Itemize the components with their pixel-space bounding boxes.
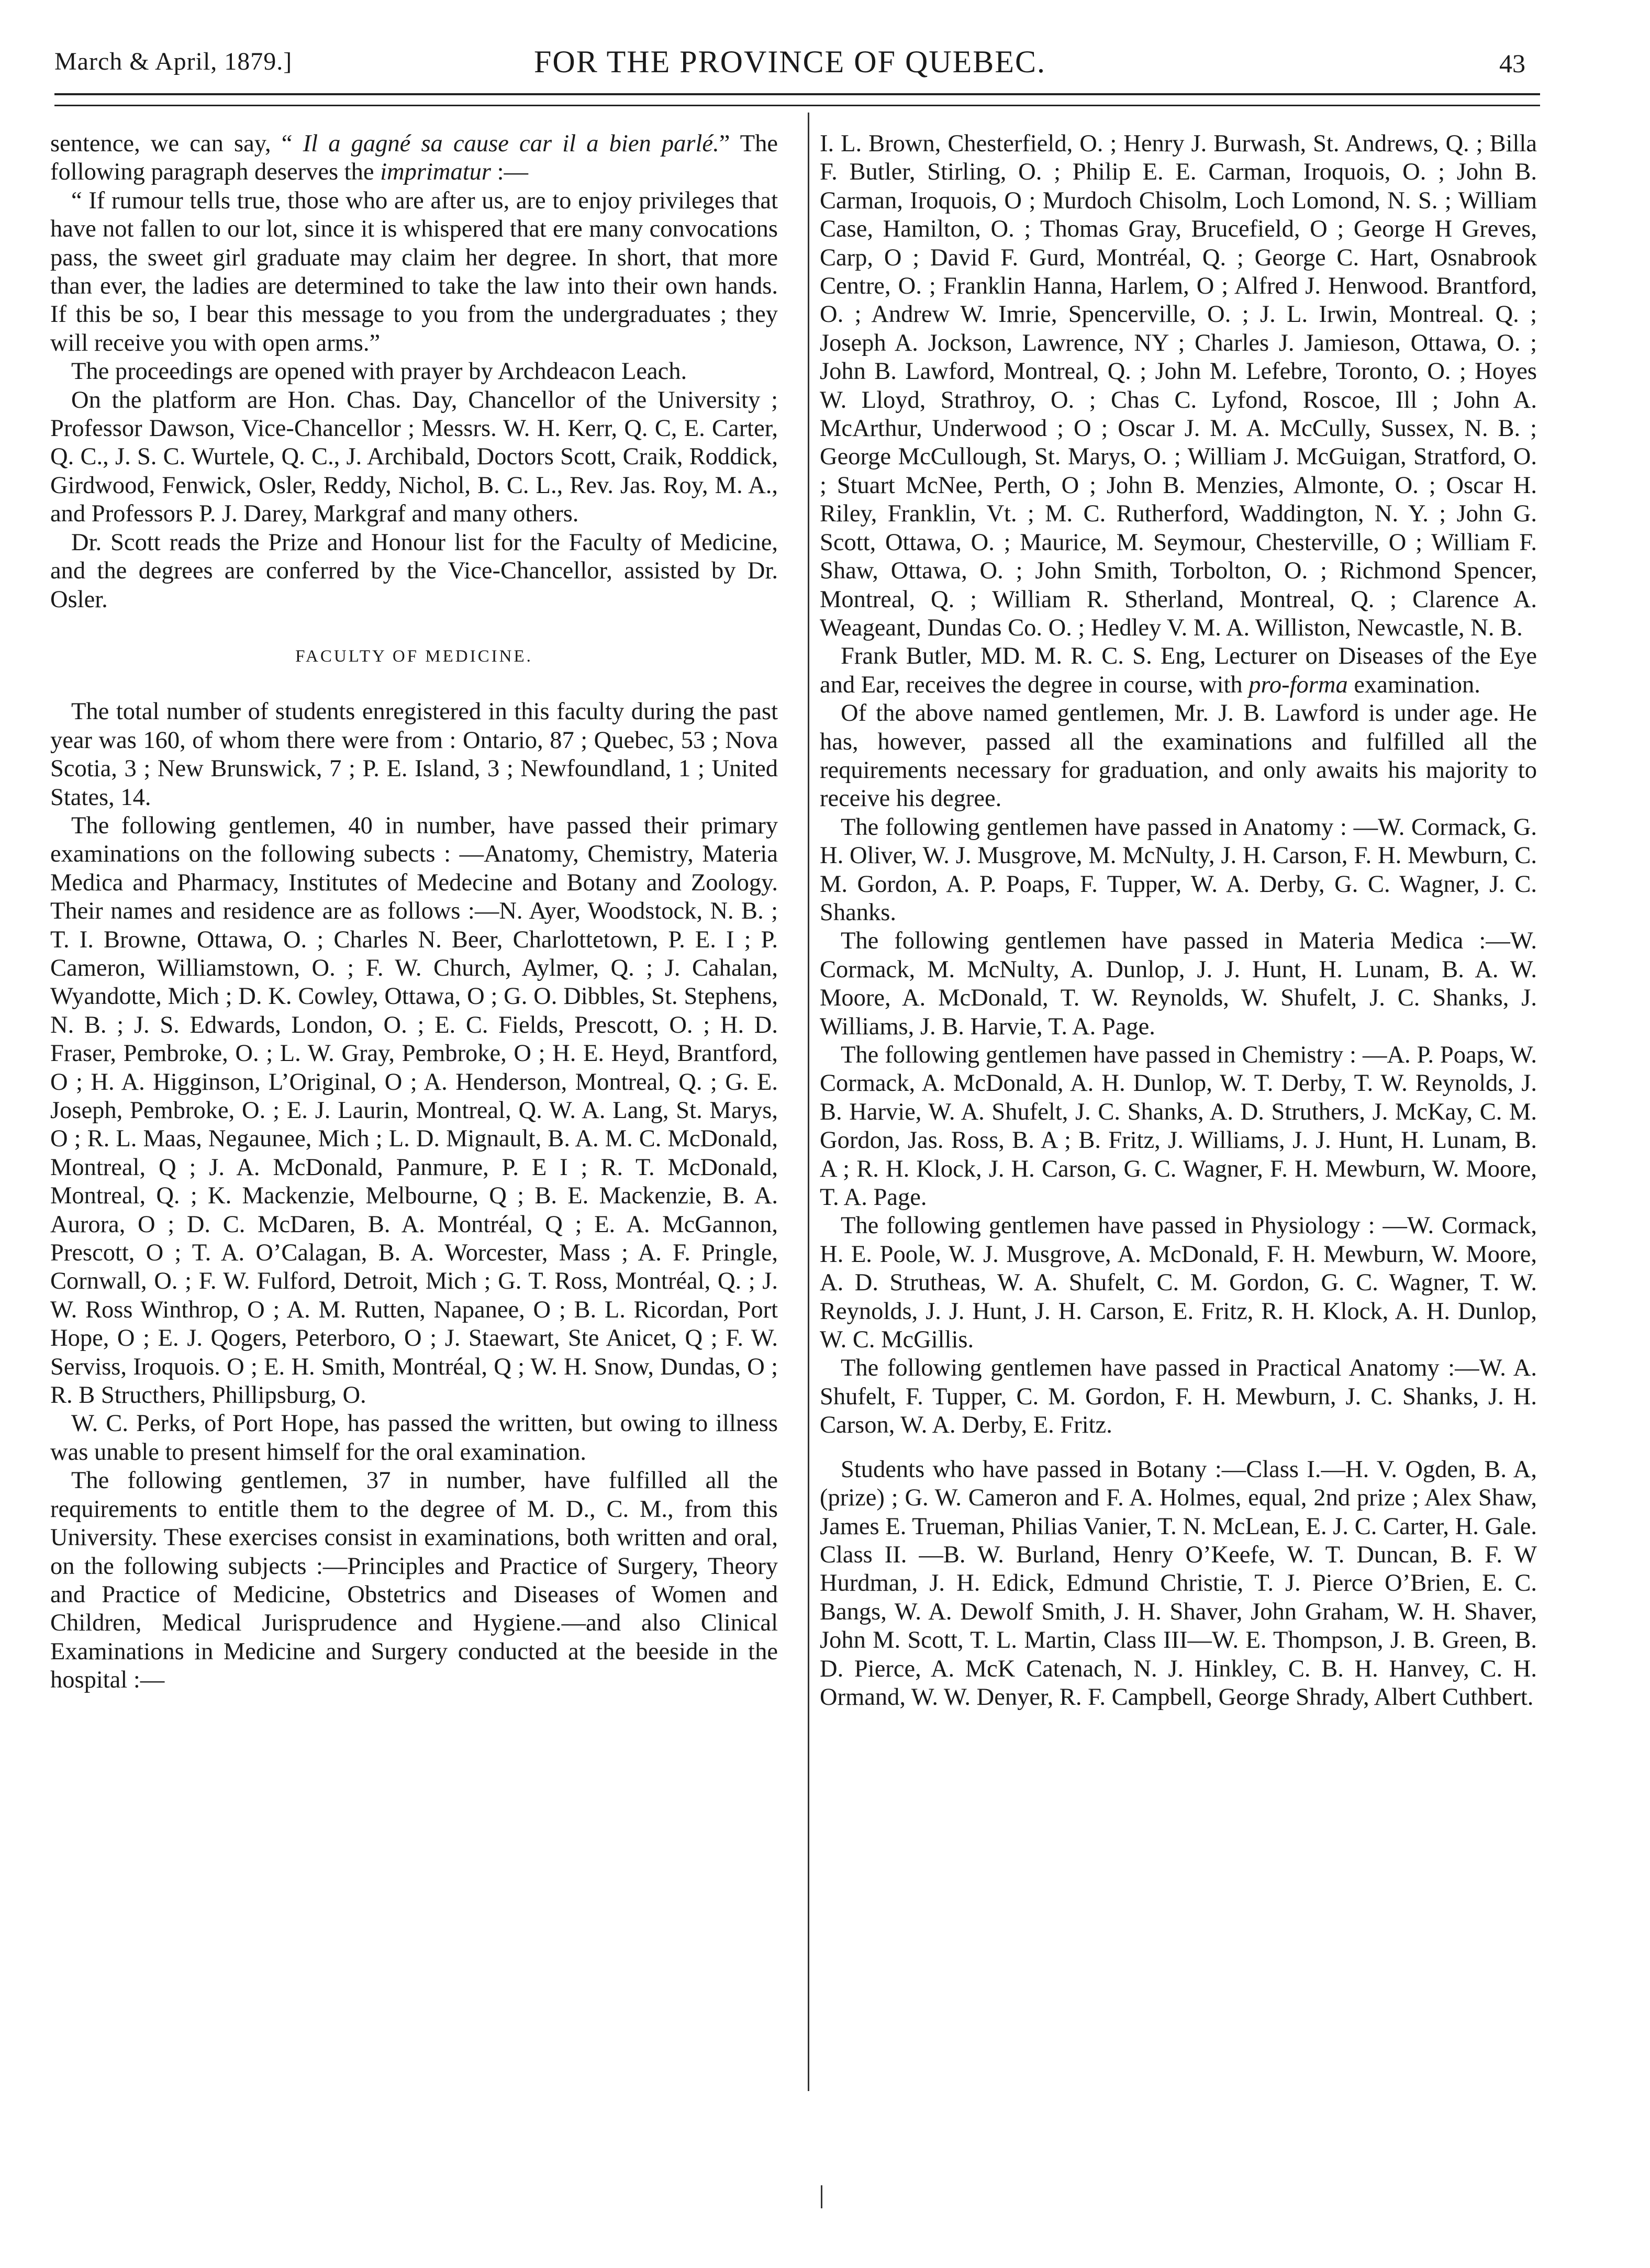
paragraph-primary-exams: The following gentlemen, 40 in number, have passed their primary examinations on the following subects : —Anatomy, Chemistry, Materia Medica and Pharmacy, Institutes of Medecine and Botany and Zoology. Their names and residence are as follows :—N. Ayer, Woodstock, N. B. ; T. I. Browne, Ottawa, O. ; Charles N. Beer, Charlottetown, P. E. I ; P. Cameron, Williamstown, O. ; F. W. Church, Aylmer, Q. ; J. Cahalan, Wyandotte, Mich ; D. K. Cowley, Ottawa, O ; G. O. Dibbles, St. Stephens, N. B. ; J. S. Edwards, London, O. ; E. C. Fields, Prescott, O. ; H. D. Fraser, Pembroke, O. ; L. W. Gray, Pembroke, O ; H. E. Heyd, Brantford, O ; H. A. Higginson, L’Original, O ; A. Henderson, Montreal, Q. ; G. E. Joseph, Pembroke, O. ; E. J. Laurin, Montreal, Q. W. A. Lang, St. Marys, O ; R. L. Maas, Negaunee, Mich ; L. D. Mignault, B. A. M. C. McDonald, Montreal, Q ; J. A. McDonald, Panmure, P. E I ; R. T. McDonald, Montreal, Q. ; K. Mackenzie, Melbourne, Q ; B. E. Mackenzie, B. A. Aurora, O ; D. C. McDaren, B. A. Montréal, Q ; E. A. McGannon, Prescott, O ; T. A. O’Calagan, B. A. Worcester, Mass ; A. F. Pringle, Cornwall, O. ; F. W. Fulford, Detroit, Mich ; G. T. Ross, Montréal, Q. ; J. W. Ross Winthrop, O ; A. M. Rutten, Napanee, O ; B. L. Ricordan, Port Hope, O ; E. J. Qogers, Peterboro, O ; J. Staewart, Ste Anicet, Q ; F. W. Serviss, Iroquois. O ; E. H. Smith, Montréal, Q ; W. H. Snow, Dundas, O ; R. B Structhers, Phillipsburg, O. (50, 812, 778, 1409)
section-heading: FACULTY OF MEDICINE. (295, 646, 533, 666)
italic-term: imprimatur (380, 159, 491, 186)
french-quote: Il a gagné sa cause car il a bien parlé. (303, 130, 719, 157)
text-run: examination. (1347, 671, 1480, 698)
paragraph-botany: Students who have passed in Botany :—Class I.—H. V. Ogden, B. A, (prize) ; G. W. Cameron and F. A. Holmes, equal, 2nd prize ; Alex Shaw, James E. Trueman, Philias Vanier, T. N. McLean, E. J. C. Carter, H. Gale. Class II. —B. W. Burland, Henry O’Keefe, W. T. Duncan, B. F. W Hurdman, J. H. Edick, Edmund Christie, T. J. Pierce O’Brien, E. C. Bangs, W. A. Dewolf Smith, J. H. Shaver, John Graham, W. H. Shaver, John M. Scott, T. L. Martin, Class III—W. E. Thompson, J. B. Green, B. D. Pierce, A. McK Catenach, N. J. Hinkley, C. B. H. Hanvey, C. H. Ormand, W. W. Denyer, R. F. Campbell, George Shrady, Albert Cuthbert. (820, 1456, 1537, 1711)
paragraph-degree-requirements: The following gentlemen, 37 in number, have fulfilled all the requirements to entitle them to the degree of M. D., C. M., from this University. These exercises consist in examinations, both written and oral, on the following subjects :—Principles and Practice of Surgery, Theory and Practice of Medicine, Obstetrics and Diseases of Women and Children, Medical Jurisprudence and Hygiene.—and also Clinical Examinations in Medicine and Surgery conducted at the beeside in the hospital :— (50, 1467, 778, 1694)
spacer (820, 1440, 1537, 1456)
header-date: March & April, 1879.] (54, 48, 293, 75)
column-divider (808, 113, 809, 2091)
paragraph-physiology: The following gentlemen have passed in Physiology : —W. Cormack, H. E. Poole, W. J. Musgrove, A. McDonald, F. H. Mewburn, W. Moore, A. D. Strutheas, W. A. Shufelt, C. M. Gordon, G. C. Wagner, T. W. Reynolds, J. J. Hunt, J. H. Carson, E. Fritz, R. H. Klock, A. H. Dunlop, W. C. McGillis. (820, 1212, 1537, 1354)
text-run: :— (491, 159, 529, 186)
right-column (820, 130, 1537, 2203)
paragraph-frank-butler (820, 642, 1537, 699)
paragraph-quotation: “ If rumour tells true, those who are after us, are to enjoy privileges that have not fallen to our lot, since it is whispered that ere many convocations pass, the sweet girl graduate may claim her degree. In short, that more than ever, the ladies are determined to take the law into their own hands. If this be so, I bear this message to you from the undergraduates ; they will receive you with open arms.” (50, 187, 778, 356)
paragraph-intro (50, 130, 778, 187)
left-column (50, 130, 778, 2203)
paragraph-perks: W. C. Perks, of Port Hope, has passed the written, but owing to illness was unable to present himself for the oral examination. (50, 1410, 778, 1466)
paragraph-anatomy: The following gentlemen have passed in Anatomy : —W. Cormack, G. H. Oliver, W. J. Musgrove, M. McNulty, J. H. Carson, F. H. Mewburn, C. M. Gordon, A. P. Poaps, F. Tupper, W. A. Derby, G. C. Wagner, J. C. Shanks. (820, 813, 1537, 926)
header-rule-top (54, 93, 1540, 95)
paragraph-practical-anatomy: The following gentlemen have passed in Practical Anatomy :—W. A. Shufelt, F. Tupper, C. M. Gordon, F. H. Mewburn, J. C. Shanks, J. H. Carson, W. A. Derby, E. Fritz. (820, 1355, 1537, 1439)
paragraph-chemistry: The following gentlemen have passed in Chemistry : —A. P. Poaps, W. Cormack, A. McDonald, A. H. Dunlop, W. T. Derby, T. W. Reynolds, J. B. Harvie, W. A. Shufelt, J. C. Shanks, A. D. Struthers, J. McKay, C. M. Gordon, Jas. Ross, B. A ; B. Fritz, J. Williams, J. J. Hunt, H. Lunam, B. A ; R. H. Klock, J. H. Carson, G. C. Wagner, F. H. Mewburn, W. Moore, T. A. Page. (820, 1042, 1537, 1211)
paragraph-lawford: Of the above named gentlemen, Mr. J. B. Lawford is under age. He has, however, passed all the examinations and fulfilled all the requirements necessary for graduation, and only awaits his majority to receive his degree. (820, 700, 1537, 812)
paragraph-graduates-list: I. L. Brown, Chesterfield, O. ; Henry J. Burwash, St. Andrews, Q. ; Billa F. Butler, Stirling, O. ; Philip E. E. Carman, Iroquois, O. ; John B. Carman, Iroquois, O ; Murdoch Chisolm, Loch Lomond, N. S. ; William Case, Hamilton, O. ; Thomas Gray, Brucefield, O ; George H Greves, Carp, O ; David F. Gurd, Montréal, Q. ; George C. Hart, Osnabrook Centre, O. ; Franklin Hanna, Harlem, O ; Alfred J. Henwood. Brantford, O. ; Andrew W. Imrie, Spencerville, O. ; J. L. Irwin, Montreal. Q. ; Joseph A. Jockson, Lawrence, NY ; Charles J. Jamieson, Ottawa, O. ; John B. Lawford, Montreal, Q. ; John M. Lefebre, Toronto, O. ; Hoyes W. Lloyd, Strathroy, O. ; Chas C. Lyfond, Roscoe, Ill ; John A. McArthur, Underwood ; O ; Oscar J. M. A. McCully, Sussex, N. B. ; George McCullough, St. Marys, O. ; William J. McGuigan, Stratford, O. ; Stuart McNee, Perth, O ; John B. Menzies, Almonte, O. ; Oscar H. Riley, Franklin, Vt. ; M. C. Rutherford, Waddington, N. Y. ; John G. Scott, Ottawa, O. ; Maurice, M. Seymour, Chesterville, O ; William F. Shaw, Ottawa, O. ; John Smith, Torbolton, O. ; Richmond Spencer, Montreal, Q. ; William R. Stherland, Montreal, Q. ; Clarence A. Weageant, Dundas Co. O. ; Hedley V. M. A. Williston, Newcastle, N. B. (820, 130, 1537, 641)
header-rule-bottom (54, 105, 1540, 106)
italic-term: pro-forma (1248, 671, 1348, 698)
paragraph-prize-list: Dr. Scott reads the Prize and Honour list for the Faculty of Medicine, and the degrees are conferred by the Vice-Chancellor, assisted by Dr. Osler. (50, 529, 778, 613)
text-run: ” The following paragraph deserves the (50, 130, 778, 186)
paragraph-enrolment: The total number of students enregistered in this faculty during the past year was 160, of whom there were from : Ontario, 87 ; Quebec, 53 ; Nova Scotia, 3 ; New Brunswick, 7 ; P. E. Island, 3 ; Newfoundland, 1 ; United States, 14. (50, 698, 778, 811)
text-run: Frank Butler, MD. M. R. C. S. Eng, Lecturer on Diseases of the Eye and Ear, receives the degree in course, with (820, 643, 1537, 698)
paragraph-prayer: The proceedings are opened with prayer by Archdeacon Leach. (71, 358, 687, 385)
header-title: FOR THE PROVINCE OF QUEBEC. (534, 44, 1046, 79)
text-run: sentence, we can say, “ (50, 130, 303, 157)
paragraph-platform: On the platform are Hon. Chas. Day, Chancellor of the University ; Professor Dawson, Vice-Chancellor ; Messrs. W. H. Kerr, Q. C, E. Carter, Q. C., J. S. C. Wurtele, Q. C., J. Archibald, Doctors Scott, Craik, Roddick, Girdwood, Fenwick, Osler, Reddy, Nichol, B. C. L., Rev. Jas. Roy, M. A., and Professors P. J. Darey, Markgraf and many others. (50, 386, 778, 528)
page-number: 43 (1499, 49, 1525, 78)
running-header (54, 44, 1525, 86)
paragraph-materia-medica: The following gentlemen have passed in Materia Medica :—W. Cormack, M. McNulty, A. Dunlop, J. J. Hunt, H. Lunam, B. A. W. Moore, A. McDonald, T. W. Reynolds, W. Shufelt, J. C. Shanks, J. Williams, J. B. Harvie, T. A. Page. (820, 928, 1537, 1040)
